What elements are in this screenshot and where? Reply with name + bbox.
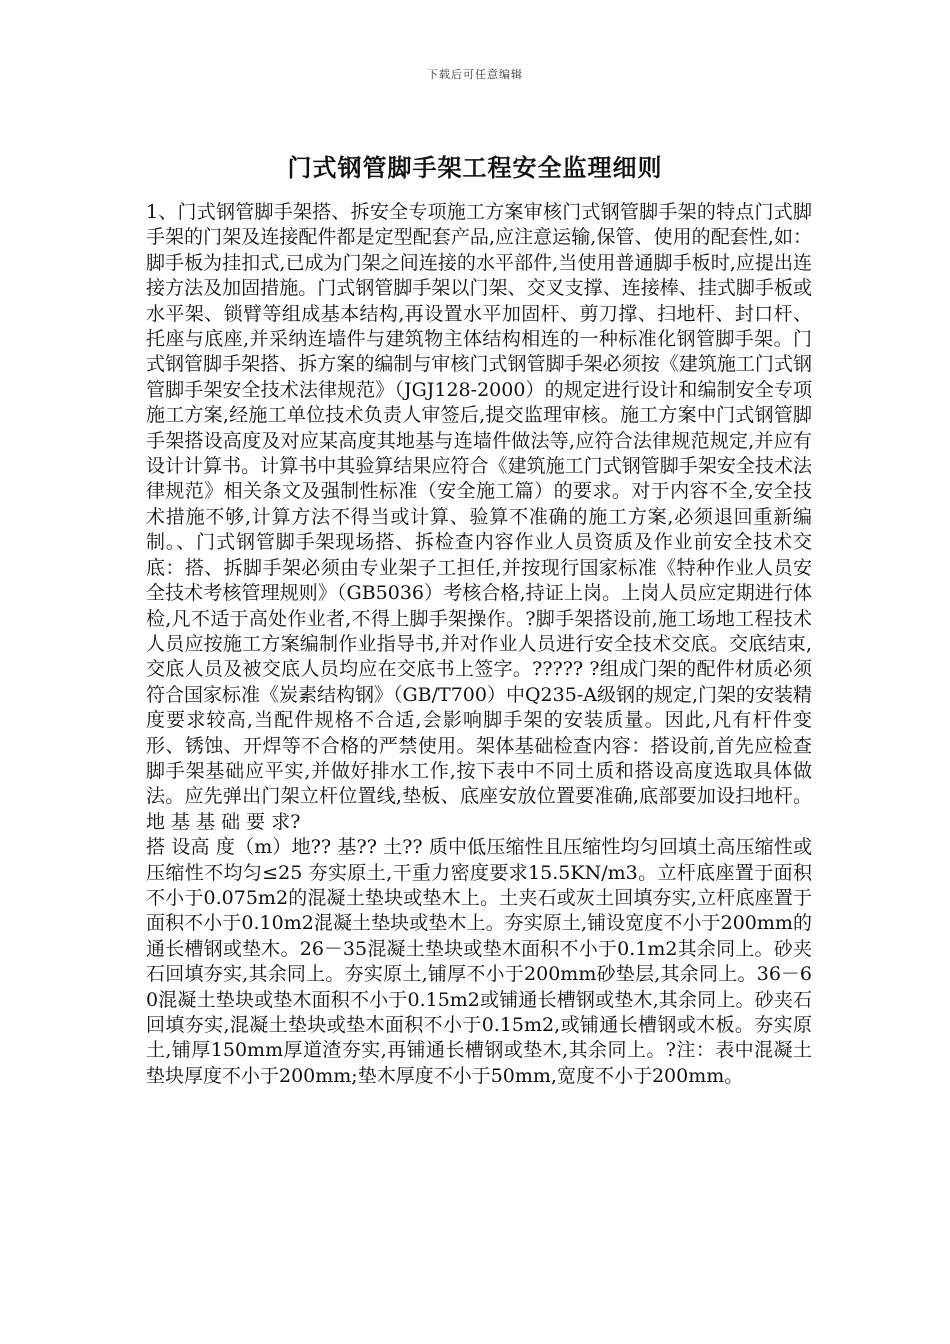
body-paragraph-1: 1、门式钢管脚手架搭、拆安全专项施工方案审核门式钢管脚手架的特点门式脚手架的门架及连接配件都是定型配套产品,应注意运输,保管、使用的配套性,如：脚手板为挂扣式,已成为门架之间连接的水平部件,当使用普通脚手板时,应提出连接方法及加固措施。门式钢管脚手架以门架、交叉支撑、连接棒、挂式脚手板或水平架、锁臂等组成基本结构,再设置水平加固杆、剪刀撑、扫地杆、封口杆、托座与底座,并采纳连墙件与建筑物主体结构相连的一种标准化钢管脚手架。门式钢管脚手架搭、拆方案的编制与审核门式钢管脚手架必须按《建筑施工门式钢管脚手架安全技术法律规范》（JGJ128-2000）的规定进行设计和编制安全专项施工方案,经施工单位技术负责人审签后,提交监理审核。施工方案中门式钢管脚手架搭设高度及对应某高度其地基与连墙件做法等,应符合法律规范规定,并应有设计计算书。计算书中其验算结果应符合《建筑施工门式钢管脚手架安全技术法律规范》相关条文及强制性标准（安全施工篇）的要求。对于内容不全,安全技术措施不够,计算方法不得当或计算、验算不准确的施工方案,必须退回重新编制。、门式钢管脚手架现场搭、拆检查内容作业人员资质及作业前安全技术交底：搭、拆脚手架必须由专业架子工担任,并按现行国家标准《特种作业人员安全技术考核管理规则》（GB5036）考核合格,持证上岗。上岗人员应定期进行体检,凡不适于高处作业者,不得上脚手架操作。?脚手架搭设前,施工场地工程技术人员应按施工方案编制作业指导书,并对作业人员进行安全技术交底。交底结束,交底人员及被交底人员均应在交底书上签字。????? ?组成门架的配件材质必须符合国家标准《炭素结构钢》（GB/T700）中Q235-A级钢的规定,门架的安装精度要求较高,当配件规格不合适,会影响脚手架的安装质量。因此,凡有杆件变 形、锈蚀、开焊等不合格的严禁使用。架体基础检查内容：搭设前,首先应检查脚手架基础应平实,并做好排水工作,按下表中不同土质和搭设高度选取具体做法。应先弹出门架立杆位置线,垫板、底座安放位置要准确,底部要加设扫地杆。地 基 基 础 要 求? xyxy=(146,201,813,833)
body-paragraph-2: 搭 设高 度（m）地?? 基?? 土?? 质中低压缩性且压缩性均匀回填土高压缩性或压缩性不均匀≤25 夯实原土,干重力密度要求15.5KN/m3。立杆底座置于面积不小于0.075m2的混凝土垫块或垫木上。土夹石或灰土回填夯实,立杆底座置于面积不小于0.10m2混凝土垫块或垫木上。夯实原土,铺设宽度不小于200mm的通长槽钢或垫木。26－35混凝土垫块或垫木面积不小于0.1m2其余同上。砂夹石回填夯实,其余同上。夯实原土,铺厚不小于200mm砂垫层,其余同上。36－60混凝土垫块或垫木面积不小于0.15m2或铺通长槽钢或垫木,其余同上。砂夹石回填夯实,混凝土垫块或垫木面积不小于0.15m2,或铺通长槽钢或木板。夯实原土,铺厚150mm厚道渣夯实,再铺通长槽钢或垫木,其余同上。?注：表中混凝土垫块厚度不小于200mm;垫木厚度不小于50mm,宽度不小于200mm。 xyxy=(146,836,812,1087)
document-title: 门式钢管脚手架工程安全监理细则 xyxy=(287,154,663,182)
header-note: 下载后可任意编辑 xyxy=(427,68,523,81)
document-body xyxy=(146,200,812,1089)
